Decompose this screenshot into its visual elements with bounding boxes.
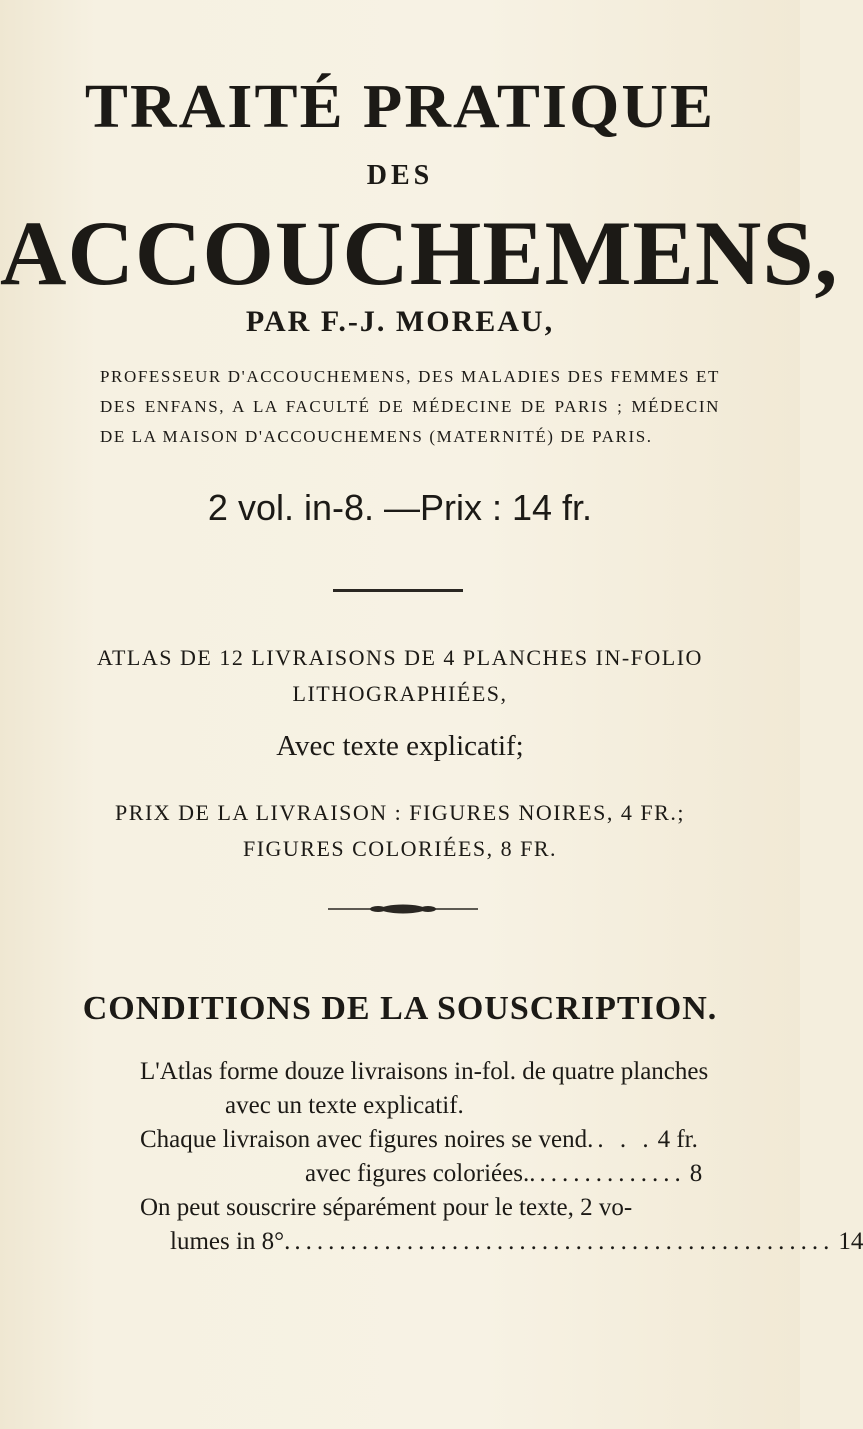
author-line: PAR F.-J. MOREAU, — [245, 305, 555, 338]
title-line-2: DES — [366, 160, 434, 191]
conditions-line-4-value: 8 — [689, 1160, 703, 1187]
atlas-line-2: LITHOGRAPHIÉES, — [292, 681, 508, 706]
conditions-line-6 — [140, 1225, 863, 1259]
conditions-line-3-value: 4 fr. — [657, 1126, 698, 1153]
conditions-line-1: L'Atlas forme douze livraisons in-fol. de quatre planches — [140, 1058, 709, 1085]
conditions-line-3-label: Chaque livraison avec figures noires se vend. — [140, 1126, 594, 1153]
atlas-price — [0, 795, 800, 867]
conditions-title: CONDITIONS DE LA SOUSCRIPTION. — [82, 990, 718, 1027]
atlas-texte-line: Avec texte explicatif; — [276, 730, 524, 762]
conditions-line-4 — [140, 1157, 703, 1191]
section-divider-rule — [333, 589, 463, 592]
conditions-line-2: avec un texte explicatif. — [225, 1092, 464, 1119]
title-line-1: TRAITÉ PRATIQUE — [84, 73, 716, 141]
atlas-description — [0, 640, 800, 712]
leader-dots: . . . — [597, 1126, 654, 1153]
leader-dots: ................................................ — [294, 1228, 835, 1255]
volume-price-line: 2 vol. in-8. —Prix : 14 fr. — [207, 487, 593, 528]
conditions-line-3 — [140, 1123, 698, 1157]
conditions-line-4-label: avec figures coloriées.. — [305, 1160, 536, 1187]
conditions-line-6-value: 14 — [838, 1228, 863, 1255]
atlas-price-line-2: FIGURES COLORIÉES, 8 FR. — [242, 836, 558, 861]
title-line-3: ACCOUCHEMENS, — [0, 202, 839, 304]
leader-dots: ............. — [539, 1160, 686, 1187]
ornamental-divider-icon — [328, 902, 478, 916]
conditions-line-6-label: lumes in 8°. — [170, 1228, 291, 1255]
author-credentials: PROFESSEUR D'ACCOUCHEMENS, DES MALADIES DES FEMMES ET DES ENFANS, A LA FACULTÉ DE MÉDECINE DE PARIS ; MÉDECIN DE LA MAISON D'ACCOUCHEMENS (MATERNITÉ) DE PARIS. — [100, 367, 720, 446]
conditions-body — [140, 1055, 863, 1259]
conditions-line-5: On peut souscrire séparément pour le texte, 2 vo- — [140, 1194, 633, 1221]
atlas-line-1: ATLAS DE 12 LIVRAISONS DE 4 PLANCHES IN-FOLIO — [97, 645, 703, 670]
atlas-price-line-1: PRIX DE LA LIVRAISON : FIGURES NOIRES, 4 FR.; — [115, 800, 685, 825]
